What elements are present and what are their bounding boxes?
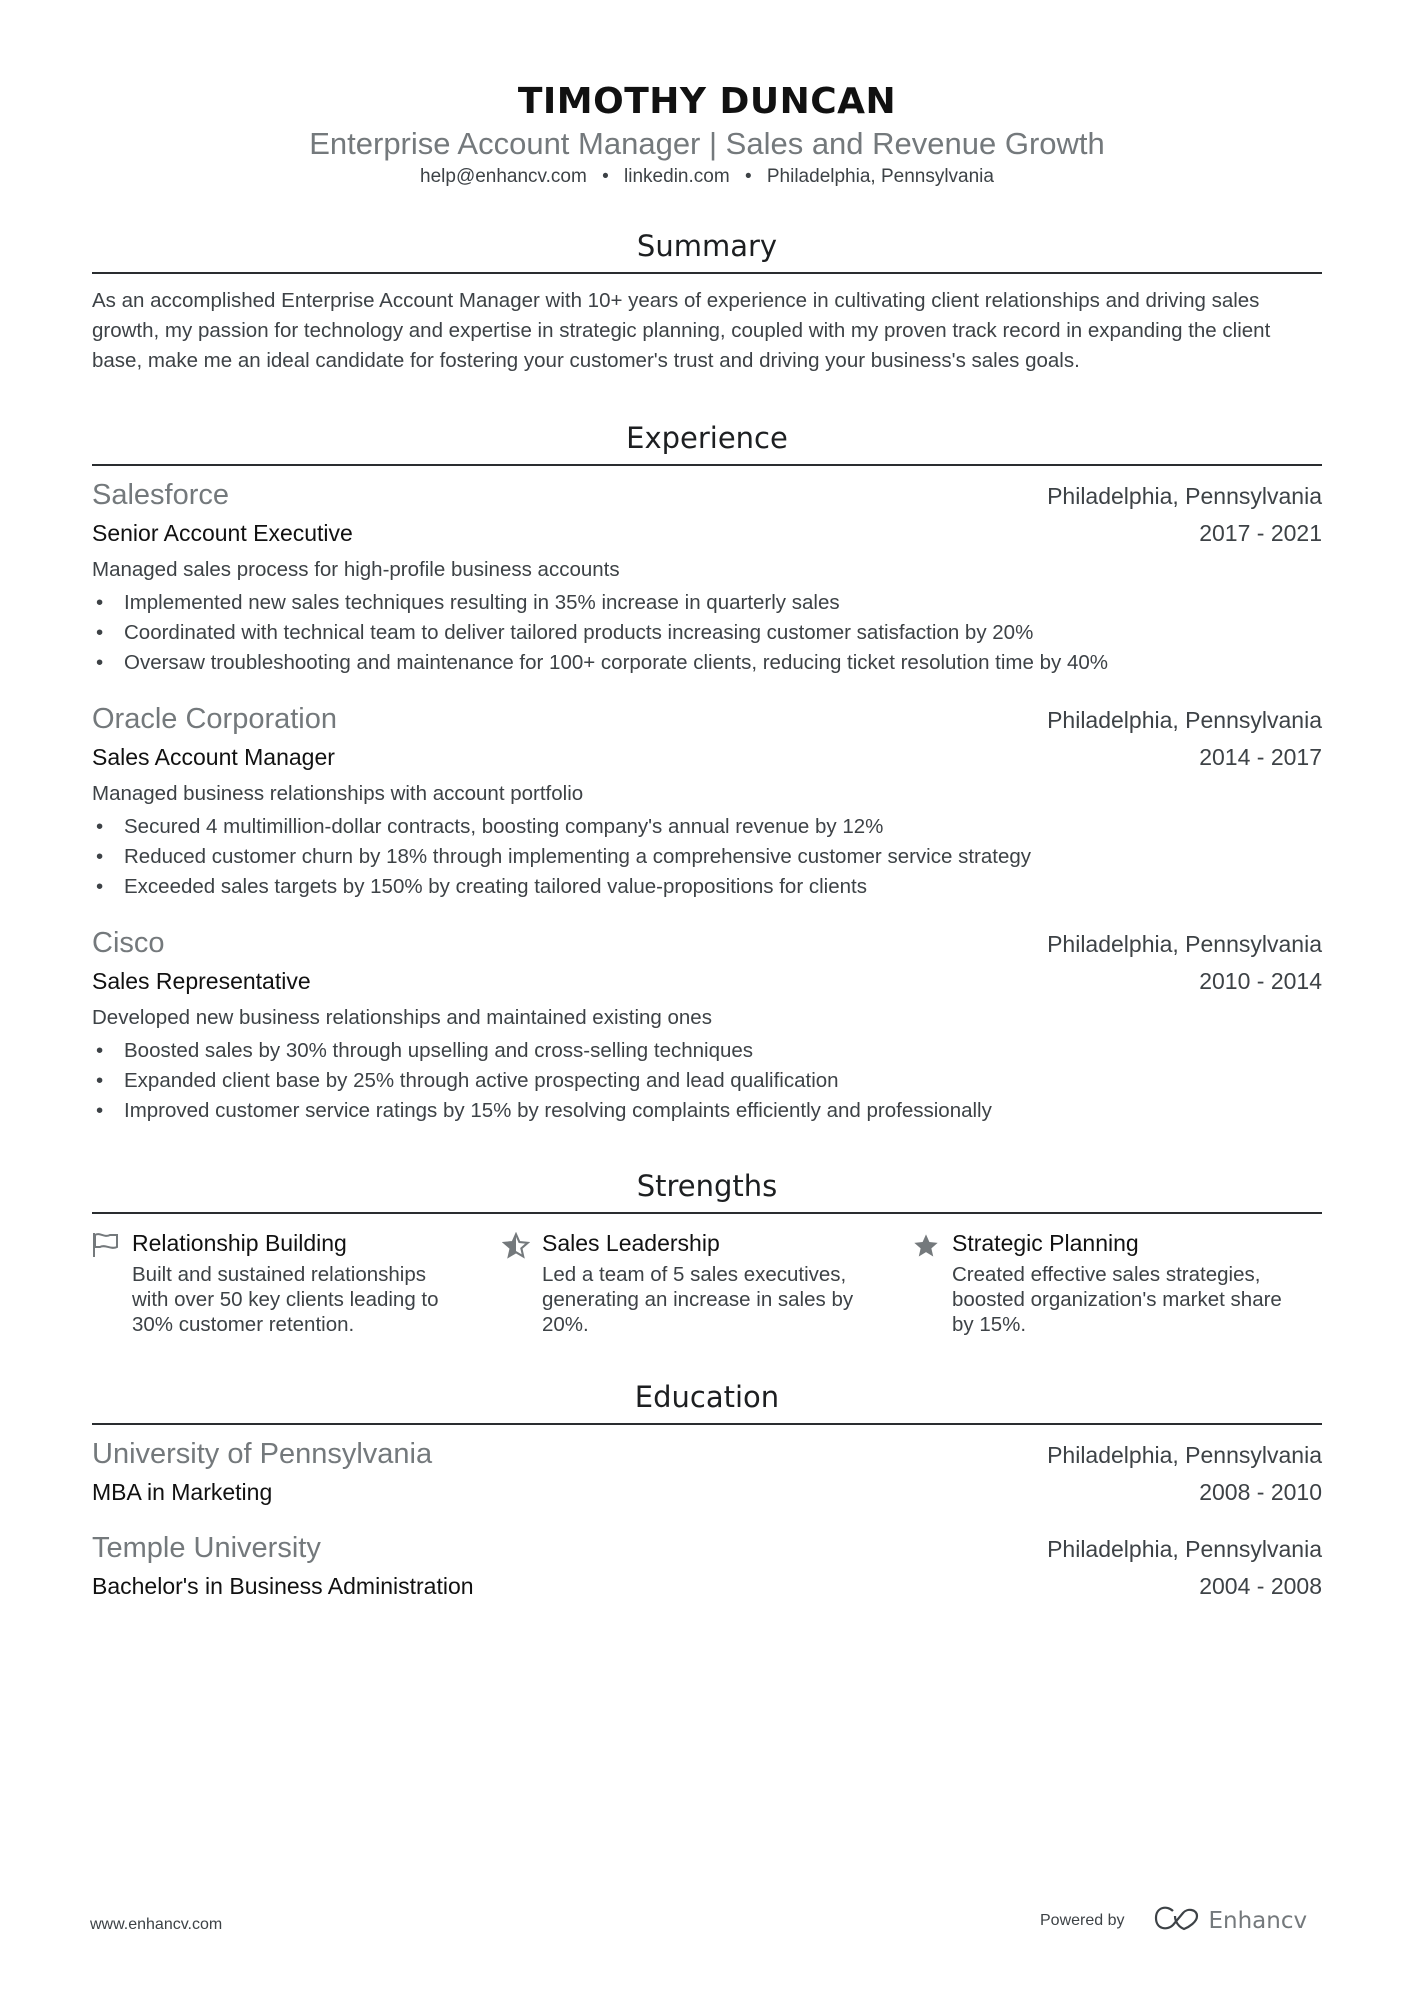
location-text: Philadelphia, Pennsylvania <box>766 166 994 187</box>
resume-page <box>92 0 1322 1605</box>
company-name: Oracle Corporation <box>92 703 337 735</box>
strength-title: Sales Leadership <box>542 1230 720 1256</box>
degree: Bachelor's in Business Administration <box>92 1573 474 1599</box>
section-heading-education: Education <box>92 1377 1322 1425</box>
school-name: University of Pennsylvania <box>92 1438 433 1470</box>
job-description: Managed business relationships with account portfolio <box>92 782 584 805</box>
section-heading-summary: Summary <box>92 226 1322 274</box>
school-name: Temple University <box>92 1532 321 1564</box>
company-name: Salesforce <box>92 479 230 511</box>
enhancv-logo-icon <box>1153 1905 1201 1936</box>
achievement-item: • Boosted sales by 30% through upselling and cross-selling techniques <box>92 1036 1322 1066</box>
experience-entry <box>92 476 1322 678</box>
job-dates: 2014 - 2017 <box>1199 744 1322 770</box>
education-entry <box>92 1435 1322 1511</box>
half-star-icon <box>502 1228 542 1337</box>
star-icon <box>912 1228 952 1337</box>
experience-entry <box>92 924 1322 1126</box>
linkedin-link[interactable]: linkedin.com <box>624 166 730 187</box>
achievement-item: • Coordinated with technical team to deliver tailored products increasing customer satisfaction by 20% <box>92 618 1322 648</box>
strengths-grid <box>92 1228 1322 1337</box>
achievement-item: • Improved customer service ratings by 15% by resolving complaints efficiently and professionally <box>92 1096 1322 1126</box>
school-location: Philadelphia, Pennsylvania <box>1047 1536 1322 1562</box>
experience-entry <box>92 700 1322 902</box>
job-dates: 2010 - 2014 <box>1199 968 1322 994</box>
section-heading-experience: Experience <box>92 418 1322 466</box>
website-link[interactable]: www.enhancv.com <box>90 1916 223 1933</box>
strength-item <box>92 1228 502 1337</box>
job-role: Sales Account Manager <box>92 744 335 770</box>
experience-section <box>92 418 1322 1126</box>
company-name: Cisco <box>92 927 165 959</box>
achievement-list <box>92 588 1322 678</box>
education-entry <box>92 1529 1322 1605</box>
achievement-item: • Exceeded sales targets by 150% by creating tailored value-propositions for clients <box>92 872 1322 902</box>
job-description: Managed sales process for high-profile business accounts <box>92 558 620 581</box>
achievement-list <box>92 812 1322 902</box>
enhancv-brand[interactable]: Enhancv <box>1208 1907 1308 1934</box>
job-description: Developed new business relationships and maintained existing ones <box>92 1006 712 1029</box>
powered-by-label: Powered by <box>1040 1911 1125 1929</box>
achievement-item: • Implemented new sales techniques resulting in 35% increase in quarterly sales <box>92 588 1322 618</box>
achievement-item: • Expanded client base by 25% through active prospecting and lead qualification <box>92 1066 1322 1096</box>
strength-description: Built and sustained relationships with over 50 key clients leading to 30% customer retention. <box>132 1263 439 1336</box>
candidate-title: Enterprise Account Manager | Sales and Revenue Growth <box>309 126 1105 161</box>
powered-by <box>1040 1905 1307 1936</box>
achievement-item: • Secured 4 multimillion-dollar contracts, boosting company's annual revenue by 12% <box>92 812 1322 842</box>
strength-description: Created effective sales strategies, boosted organization's market share by 15%. <box>952 1263 1282 1336</box>
job-location: Philadelphia, Pennsylvania <box>1047 931 1322 957</box>
strength-item <box>912 1228 1322 1337</box>
degree: MBA in Marketing <box>92 1479 273 1505</box>
strength-title: Relationship Building <box>132 1230 347 1256</box>
achievement-list <box>92 1036 1322 1126</box>
achievement-item: • Reduced customer churn by 18% through implementing a comprehensive customer service strategy <box>92 842 1322 872</box>
education-dates: 2008 - 2010 <box>1199 1479 1322 1505</box>
resume-header <box>92 0 1322 190</box>
flag-icon <box>92 1228 132 1337</box>
section-heading-strengths: Strengths <box>92 1166 1322 1214</box>
job-location: Philadelphia, Pennsylvania <box>1047 707 1322 733</box>
job-dates: 2017 - 2021 <box>1199 520 1322 546</box>
achievement-item: • Oversaw troubleshooting and maintenance for 100+ corporate clients, reducing ticket resolution time by 40% <box>92 648 1322 678</box>
strength-title: Strategic Planning <box>952 1230 1139 1256</box>
job-location: Philadelphia, Pennsylvania <box>1047 483 1322 509</box>
strength-description: Led a team of 5 sales executives, generating an increase in sales by 20%. <box>542 1263 854 1336</box>
school-location: Philadelphia, Pennsylvania <box>1047 1442 1322 1468</box>
job-role: Sales Representative <box>92 968 311 994</box>
summary-section <box>92 226 1322 376</box>
contact-line <box>92 164 1322 190</box>
separator-dot: • <box>744 166 752 187</box>
job-role: Senior Account Executive <box>92 520 353 546</box>
education-dates: 2004 - 2008 <box>1199 1573 1322 1599</box>
strength-item <box>502 1228 912 1337</box>
summary-text: As an accomplished Enterprise Account Manager with 10+ years of experience in cultivating client relationships and driving sales growth, my passion for technology and expertise in strategic planning, coupled with my proven track record in expanding the client base, make me an ideal candidate for fostering your customer's trust and driving your business's sales goals. <box>92 289 1271 372</box>
candidate-name: TIMOTHY DUNCAN <box>517 81 897 122</box>
separator-dot: • <box>602 166 609 187</box>
strengths-section <box>92 1166 1322 1337</box>
education-section <box>92 1377 1322 1605</box>
email-link[interactable]: help@enhancv.com <box>420 166 587 187</box>
